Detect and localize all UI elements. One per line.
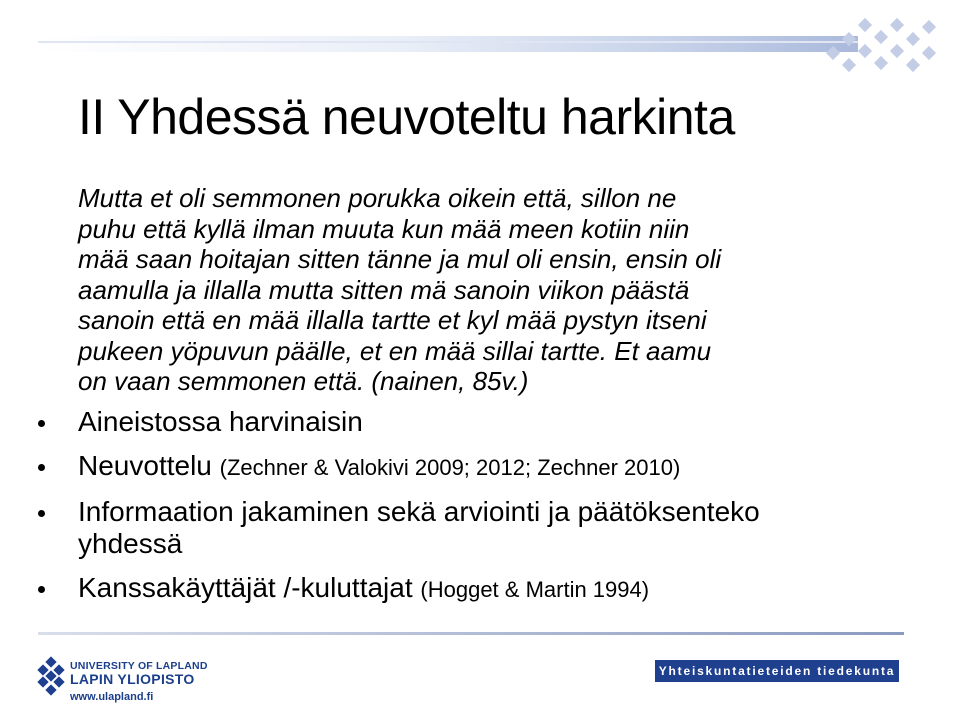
faculty-label: Yhteiskuntatieteiden tiedekunta [655, 660, 899, 682]
quote-line: Mutta et oli semmonen porukka oikein että, sillon ne [78, 183, 677, 213]
quote-line: pukeen yöpuvun päälle, et en mää sillai tartte. Et aamu [78, 335, 712, 366]
bullet-text: Informaation jakaminen sekä arviointi ja päätöksenteko [78, 496, 760, 527]
bullet-item [38, 450, 918, 484]
university-name [70, 660, 208, 703]
bullet-item [38, 572, 918, 606]
university-snowflake-icon [36, 656, 66, 696]
bullet-reference: (Zechner & Valokivi 2009; 2012; Zechner 2010) [219, 455, 681, 480]
bullet-list [38, 406, 918, 618]
header-decoration-band [38, 36, 858, 52]
slide-title: II Yhdessä neuvoteltu harkinta [78, 89, 735, 145]
bullet-text: Neuvottelu [78, 450, 220, 481]
university-name-fi: LAPIN YLIOPISTO [70, 671, 195, 687]
bullet-dot-icon [38, 420, 45, 427]
quote-line: mää saan hoitajan sitten tänne ja mul oli ensin, ensin oli [78, 244, 722, 274]
quote-line: on vaan semmonen että. (nainen, 85v.) [78, 366, 529, 396]
bullet-text-continued: yhdessä [78, 528, 183, 559]
snowflake-logo-icon [800, 8, 950, 78]
quote-line: puhu että kyllä ilman muuta kun mää meen kotiin niin [78, 213, 690, 244]
quote-line: aamulla ja illalla mutta sitten mä sanoin viikon päästä [78, 274, 690, 305]
interview-quote [78, 183, 898, 397]
bullet-reference: (Hogget & Martin 1994) [420, 577, 650, 602]
quote-line: sanoin että en mää illalla tartte et kyl mää pystyn itseni [78, 305, 707, 335]
bullet-text: Aineistossa harvinaisin [78, 406, 363, 437]
bullet-dot-icon [38, 464, 45, 471]
footer-divider [38, 632, 904, 635]
bullet-dot-icon [38, 510, 45, 517]
university-website-link[interactable]: www.ulapland.fi [70, 691, 154, 703]
bullet-item [38, 406, 918, 438]
university-name-en: UNIVERSITY OF LAPLAND [70, 660, 208, 672]
bullet-text: Kanssakäyttäjät /-kuluttajat [78, 572, 421, 603]
bullet-item [38, 496, 918, 560]
bullet-dot-icon [38, 586, 45, 593]
